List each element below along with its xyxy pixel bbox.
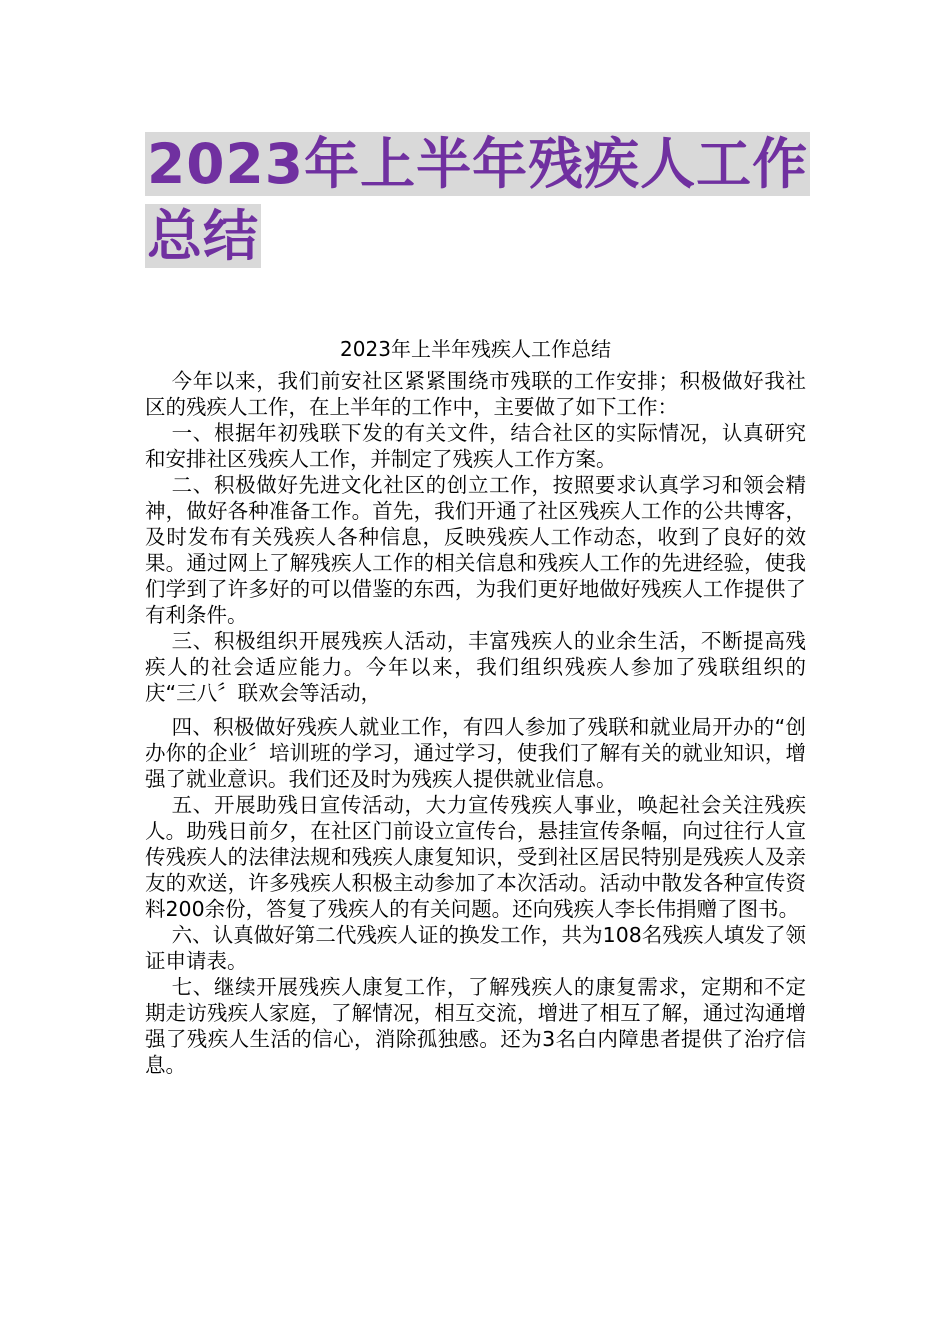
document-body <box>145 368 806 1078</box>
paragraph-item-2: 二、积极做好先进文化社区的创立工作，按照要求认真学习和领会精神，做好各种准备工作。首先，我们开通了社区残疾人工作的公共博客，及时发布有关残疾人各种信息，反映残疾人工作动态，收到了良好的效果。通过网上了解残疾人工作的相关信息和残疾人工作的先进经验，使我们学到了许多好的可以借鉴的东西，为我们更好地做好残疾人工作提供了有利条件。 <box>145 473 806 627</box>
paragraph-intro: 今年以来，我们前安社区紧紧围绕市残联的工作安排；积极做好我社区的残疾人工作，在上半年的工作中，主要做了如下工作： <box>145 369 806 419</box>
heading-highlight: 2023年上半年残疾人工作总结 <box>147 132 809 268</box>
paragraph-item-5: 五、开展助残日宣传活动，大力宣传残疾人事业，唤起社会关注残疾人。助残日前夕，在社区门前设立宣传台，悬挂宣传条幅，向过往行人宣传残疾人的法律法规和残疾人康复知识，受到社区居民特别是残疾人及亲友的欢送，许多残疾人积极主动参加了本次活动。活动中散发各种宣传资料200余份，答复了残疾人的有关问题。还向残疾人李长伟捐赠了图书。 <box>145 793 806 921</box>
paragraph-item-3: 三、积极组织开展残疾人活动，丰富残疾人的业余生活，不断提高残疾人的社会适应能力。今年以来，我们组织残疾人参加了残联组织的庆“三八〞联欢会等活动， <box>145 629 806 705</box>
paragraph-item-7: 七、继续开展残疾人康复工作，了解残疾人的康复需求，定期和不定期走访残疾人家庭，了解情况，相互交流，增进了相互了解，通过沟通增强了残疾人生活的信心，消除孤独感。还为3名白内障患者提供了治疗信息。 <box>145 975 806 1077</box>
document-heading <box>145 128 815 272</box>
paragraph-item-1: 一、根据年初残联下发的有关文件，结合社区的实际情况，认真研究和安排社区残疾人工作，并制定了残疾人工作方案。 <box>145 421 806 471</box>
paragraph-item-6: 六、认真做好第二代残疾人证的换发工作，共为108名残疾人填发了领证申请表。 <box>145 923 806 973</box>
document-subtitle: 2023年上半年残疾人工作总结 <box>340 337 611 361</box>
paragraph-item-4: 四、积极做好残疾人就业工作，有四人参加了残联和就业局开办的“创办你的企业〞培训班的学习，通过学习，使我们了解有关的就业知识，增强了就业意识。我们还及时为残疾人提供就业信息。 <box>145 715 806 791</box>
